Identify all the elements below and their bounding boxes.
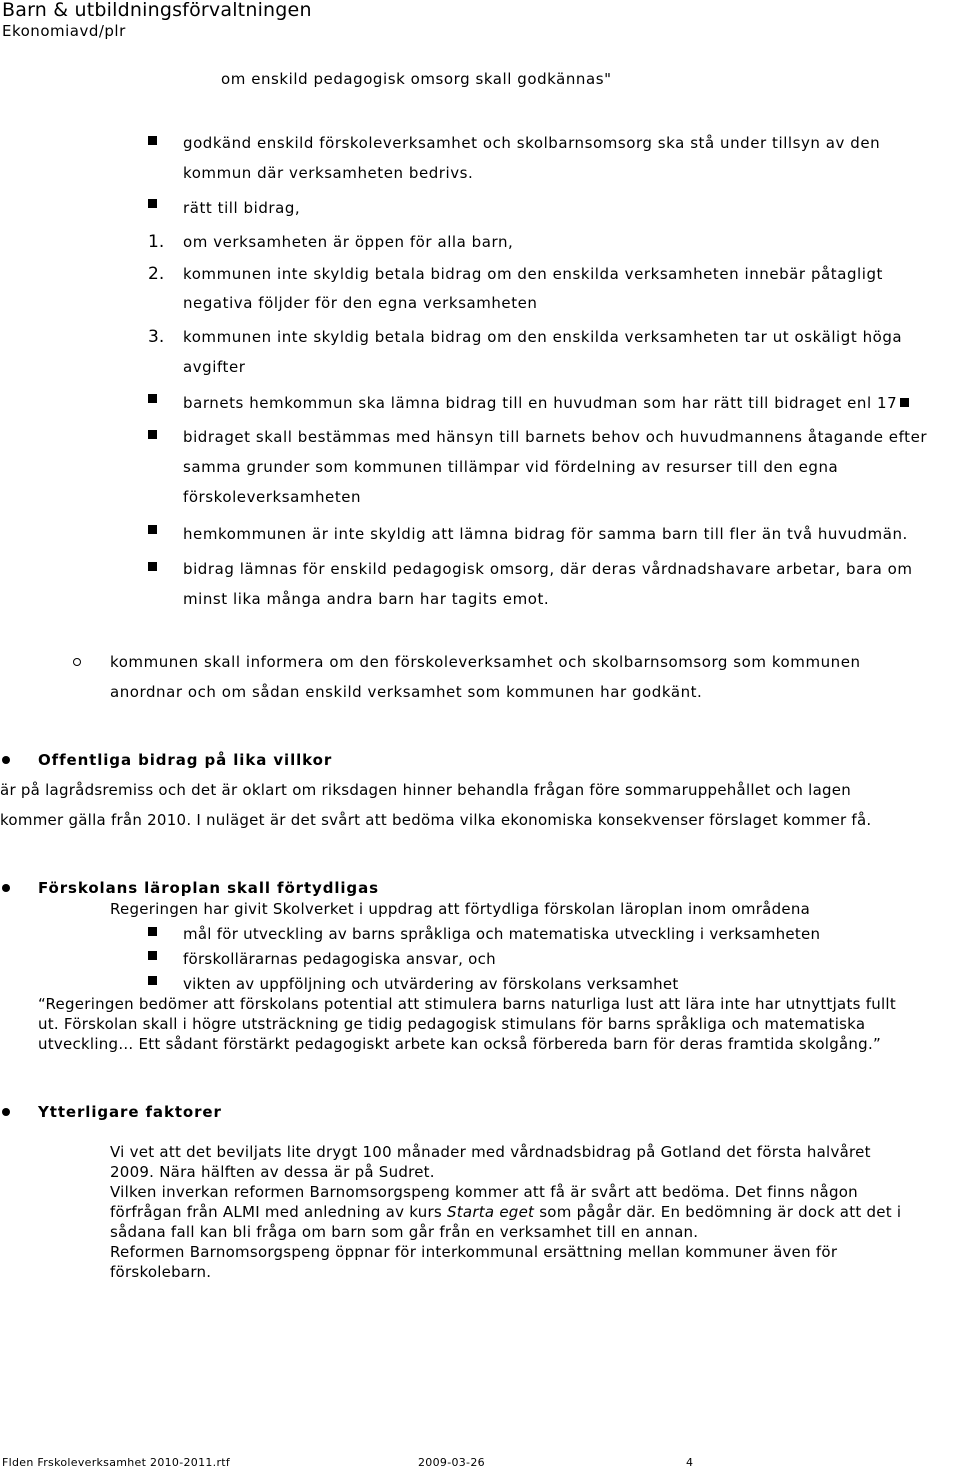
list-item-continued: samma grunder som kommunen tillämpar vid fördelning av resurser till den egna: [183, 458, 839, 476]
bullet-dot-icon: [2, 1108, 10, 1116]
numbered-item-continued: avgifter: [183, 358, 246, 376]
bullet-dot-icon: [2, 756, 10, 764]
list-item-continued: kommun där verksamheten bedrivs.: [183, 164, 474, 182]
paragraph-line: Vi vet att det beviljats lite drygt 100 månader med vårdnadsbidrag på Gotland det första halvåret: [110, 1143, 871, 1161]
paragraph-line: Reformen Barnomsorgspeng öppnar för interkommunal ersättning mellan kommuner även för: [110, 1243, 838, 1261]
bullet-square-icon: [148, 951, 157, 960]
quote-line: “Regeringen bedömer att förskolans potential att stimulera barns naturliga lust att lära inte har utnyttjats fullt: [38, 995, 896, 1013]
list-item-continued: anordnar och om sådan enskild verksamhet som kommunen har godkänt.: [110, 683, 703, 701]
section-heading: Förskolans läroplan skall förtydligas: [38, 879, 379, 897]
list-number: 2.: [148, 264, 165, 284]
list-item: förskollärarnas pedagogiska ansvar, och: [183, 950, 496, 968]
paragraph-line: sådana fall kan bli fråga om barn som går från en verksamhet till en annan.: [110, 1223, 699, 1241]
bullet-square-icon: [148, 525, 157, 534]
paragraph-line: är på lagrådsremiss och det är oklart om riksdagen hinner behandla frågan före sommaruppehållet och lagen: [0, 781, 852, 799]
list-item: mål för utveckling av barns språkliga och matematiska utveckling i verksamheten: [183, 925, 821, 943]
list-item: bidrag lämnas för enskild pedagogisk omsorg, där deras vårdnadshavare arbetar, bara om: [183, 560, 913, 578]
list-item: rätt till bidrag,: [183, 199, 301, 217]
footer-filename: Flden Frskoleverksamhet 2010-2011.rtf: [2, 1456, 231, 1469]
numbered-item: kommunen inte skyldig betala bidrag om den enskilda verksamheten tar ut oskäligt höga: [183, 328, 903, 346]
paragraph-line: Vilken inverkan reformen Barnomsorgspeng kommer att få är svårt att bedöma. Det finns någon: [110, 1183, 858, 1201]
footer-date: 2009-03-26: [418, 1456, 485, 1469]
footer-page-number: 4: [686, 1456, 694, 1469]
numbered-item: kommunen inte skyldig betala bidrag om den enskilda verksamheten innebär påtagligt: [183, 265, 883, 283]
list-item: hemkommunen är inte skyldig att lämna bidrag för samma barn till fler än två huvudmän.: [183, 525, 908, 543]
bullet-square-icon: [148, 136, 157, 145]
list-item: kommunen skall informera om den förskoleverksamhet och skolbarnsomsorg som kommunen: [110, 653, 861, 671]
quote-line: utveckling… Ett sådant förstärkt pedagogiskt arbete kan också förbereda barn för deras framtida skolgång.”: [38, 1035, 881, 1053]
paragraph-line: förfrågan från ALMI med anledning av kurs Starta eget som pågår där. En bedömning är dock att det i: [110, 1203, 902, 1221]
bullet-dot-icon: [2, 884, 10, 892]
numbered-item: om verksamheten är öppen för alla barn,: [183, 233, 514, 251]
list-number: 1.: [148, 232, 165, 252]
bullet-square-icon: [148, 430, 157, 439]
section-heading: Offentliga bidrag på lika villkor: [38, 751, 333, 769]
list-number: 3.: [148, 327, 165, 347]
bullet-square-icon: [148, 394, 157, 403]
list-item: vikten av uppföljning och utvärdering av förskolans verksamhet: [183, 975, 679, 993]
bullet-square-icon: [900, 398, 909, 407]
list-item: barnets hemkommun ska lämna bidrag till en huvudman som har rätt till bidraget enl 17: [183, 393, 909, 413]
paragraph-line: Regeringen har givit Skolverket i uppdrag att förtydliga förskolan läroplan inom områdena: [110, 900, 811, 918]
list-item: godkänd enskild förskoleverksamhet och skolbarnsomsorg ska stå under tillsyn av den: [183, 134, 881, 152]
list-item-continued: minst lika många andra barn har tagits emot.: [183, 590, 550, 608]
document-header-title: Barn & utbildningsförvaltningen: [2, 0, 312, 21]
list-item-continued: förskoleverksamheten: [183, 488, 362, 506]
quote-tail: om enskild pedagogisk omsorg skall godkännas": [221, 70, 612, 88]
bullet-square-icon: [148, 199, 157, 208]
bullet-ring-icon: [73, 658, 81, 666]
section-heading: Ytterligare faktorer: [38, 1103, 222, 1121]
quote-line: ut. Förskolan skall i högre utsträckning ge tidig pedagogisk stimulans för barns språkliga och matematiska: [38, 1015, 866, 1033]
paragraph-line: kommer gälla från 2010. I nuläget är det svårt att bedöma vilka ekonomiska konsekvenser förslaget kommer få.: [0, 811, 872, 829]
course-name: Starta eget: [446, 1203, 535, 1221]
paragraph-line: förskolebarn.: [110, 1263, 212, 1281]
bullet-square-icon: [148, 927, 157, 936]
document-header-subtitle: Ekonomiavd/plr: [2, 22, 126, 40]
paragraph-line: 2009. Nära hälften av dessa är på Sudret.: [110, 1163, 435, 1181]
numbered-item-continued: negativa följder för den egna verksamheten: [183, 294, 538, 312]
list-item: bidraget skall bestämmas med hänsyn till barnets behov och huvudmannens åtagande efter: [183, 428, 928, 446]
bullet-square-icon: [148, 976, 157, 985]
bullet-square-icon: [148, 562, 157, 571]
